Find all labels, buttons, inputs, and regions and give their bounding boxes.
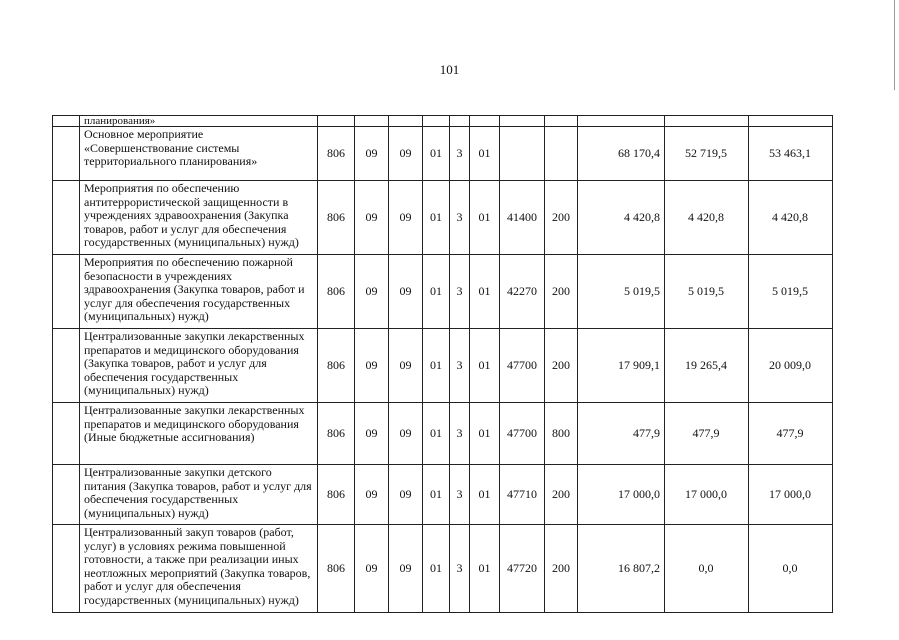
subprogram-cell: 3 xyxy=(450,465,470,525)
year1-cell: 477,9 xyxy=(578,403,665,465)
direction-cell: 47710 xyxy=(500,465,545,525)
event-cell: 01 xyxy=(470,127,500,181)
expense-type-cell: 200 xyxy=(545,255,578,329)
subsection-cell: 09 xyxy=(389,525,423,613)
year1-cell: 17 000,0 xyxy=(578,465,665,525)
subsection-cell: 09 xyxy=(389,181,423,255)
subprogram-cell: 3 xyxy=(450,403,470,465)
subprogram-cell: 3 xyxy=(450,181,470,255)
direction-cell: 41400 xyxy=(500,181,545,255)
table-row xyxy=(53,465,833,525)
year3-cell: 20 009,0 xyxy=(749,329,833,403)
program-cell: 01 xyxy=(423,329,450,403)
section-cell: 09 xyxy=(355,181,389,255)
year2-cell: 5 019,5 xyxy=(665,255,749,329)
expense-type-cell: 200 xyxy=(545,465,578,525)
subprogram-cell: 3 xyxy=(450,525,470,613)
program-cell: 01 xyxy=(423,255,450,329)
table-row xyxy=(53,255,833,329)
expense-type-cell xyxy=(545,127,578,181)
year2-cell: 477,9 xyxy=(665,403,749,465)
name-cell: Централизованные закупки лекарственных препаратов и медицинского оборудования (Иные бюджетные ассигнования) xyxy=(80,403,318,465)
section-cell: 09 xyxy=(355,465,389,525)
year2-cell: 52 719,5 xyxy=(665,127,749,181)
year1-cell: 16 807,2 xyxy=(578,525,665,613)
direction-cell: 47700 xyxy=(500,403,545,465)
continuation-text: планирования» xyxy=(80,116,318,127)
subprogram-cell: 3 xyxy=(450,329,470,403)
name-cell: Мероприятия по обеспечению пожарной безопасности в учреждениях здравоохранения (Закупка товаров, работ и услуг для обеспечения государственных (муниципальных) нужд) xyxy=(80,255,318,329)
year2-cell: 0,0 xyxy=(665,525,749,613)
blank-cell xyxy=(53,525,80,613)
year1-cell: 5 019,5 xyxy=(578,255,665,329)
event-cell: 01 xyxy=(470,181,500,255)
blank-cell xyxy=(53,255,80,329)
blank-cell xyxy=(53,127,80,181)
page-number: 101 xyxy=(439,62,460,77)
name-cell: Централизованный закуп товаров (работ, услуг) в условиях режима повышенной готовности, а также при реализации иных неотложных мероприятий (Закупка товаров, работ и услуг для обеспечения государственных (муниципальных) нужд) xyxy=(80,525,318,613)
subprogram-cell: 3 xyxy=(450,127,470,181)
ministry-cell: 806 xyxy=(318,127,355,181)
table-row xyxy=(53,127,833,181)
year1-cell: 17 909,1 xyxy=(578,329,665,403)
subsection-cell: 09 xyxy=(389,255,423,329)
expense-type-cell: 200 xyxy=(545,181,578,255)
event-cell: 01 xyxy=(470,255,500,329)
blank-cell xyxy=(53,403,80,465)
section-cell: 09 xyxy=(355,525,389,613)
subsection-cell: 09 xyxy=(389,329,423,403)
section-cell: 09 xyxy=(355,255,389,329)
section-cell: 09 xyxy=(355,329,389,403)
section-cell: 09 xyxy=(355,403,389,465)
subsection-cell: 09 xyxy=(389,465,423,525)
name-cell: Централизованные закупки лекарственных препаратов и медицинского оборудования (Закупка товаров, работ и услуг для обеспечения государственных (муниципальных) нужд) xyxy=(80,329,318,403)
event-cell: 01 xyxy=(470,329,500,403)
direction-cell: 47720 xyxy=(500,525,545,613)
blank-cell xyxy=(53,465,80,525)
year3-cell: 17 000,0 xyxy=(749,465,833,525)
year1-cell: 68 170,4 xyxy=(578,127,665,181)
blank-cell xyxy=(53,116,80,127)
year2-cell: 19 265,4 xyxy=(665,329,749,403)
year1-cell: 4 420,8 xyxy=(578,181,665,255)
program-cell: 01 xyxy=(423,465,450,525)
subsection-cell: 09 xyxy=(389,403,423,465)
blank-cell xyxy=(53,181,80,255)
ministry-cell: 806 xyxy=(318,255,355,329)
ministry-cell: 806 xyxy=(318,465,355,525)
ministry-cell: 806 xyxy=(318,525,355,613)
direction-cell: 47700 xyxy=(500,329,545,403)
event-cell: 01 xyxy=(470,403,500,465)
table-row xyxy=(53,329,833,403)
year3-cell: 477,9 xyxy=(749,403,833,465)
program-cell: 01 xyxy=(423,403,450,465)
year2-cell: 4 420,8 xyxy=(665,181,749,255)
direction-cell: 42270 xyxy=(500,255,545,329)
year3-cell: 5 019,5 xyxy=(749,255,833,329)
table-row xyxy=(53,525,833,613)
name-cell: Мероприятия по обеспечению антитеррористической защищенности в учреждениях здравоохранения (Закупка товаров, работ и услуг для обеспечения государственных (муниципальных) нужд) xyxy=(80,181,318,255)
name-cell: Основное мероприятие «Совершенствование системы территориального планирования» xyxy=(80,127,318,181)
blank-cell xyxy=(53,329,80,403)
year3-cell: 4 420,8 xyxy=(749,181,833,255)
ministry-cell: 806 xyxy=(318,181,355,255)
table-row xyxy=(53,403,833,465)
ministry-cell: 806 xyxy=(318,403,355,465)
expense-type-cell: 800 xyxy=(545,403,578,465)
table-row xyxy=(53,181,833,255)
event-cell: 01 xyxy=(470,465,500,525)
year2-cell: 17 000,0 xyxy=(665,465,749,525)
section-cell: 09 xyxy=(355,127,389,181)
continuation-row xyxy=(53,116,833,127)
name-cell: Централизованные закупки детского питания (Закупка товаров, работ и услуг для обеспечения государственных (муниципальных) нужд) xyxy=(80,465,318,525)
event-cell: 01 xyxy=(470,525,500,613)
ministry-cell: 806 xyxy=(318,329,355,403)
budget-table xyxy=(52,115,833,613)
expense-type-cell: 200 xyxy=(545,329,578,403)
program-cell: 01 xyxy=(423,181,450,255)
expense-type-cell: 200 xyxy=(545,525,578,613)
year3-cell: 53 463,1 xyxy=(749,127,833,181)
subsection-cell: 09 xyxy=(389,127,423,181)
direction-cell xyxy=(500,127,545,181)
year3-cell: 0,0 xyxy=(749,525,833,613)
subprogram-cell: 3 xyxy=(450,255,470,329)
program-cell: 01 xyxy=(423,127,450,181)
program-cell: 01 xyxy=(423,525,450,613)
